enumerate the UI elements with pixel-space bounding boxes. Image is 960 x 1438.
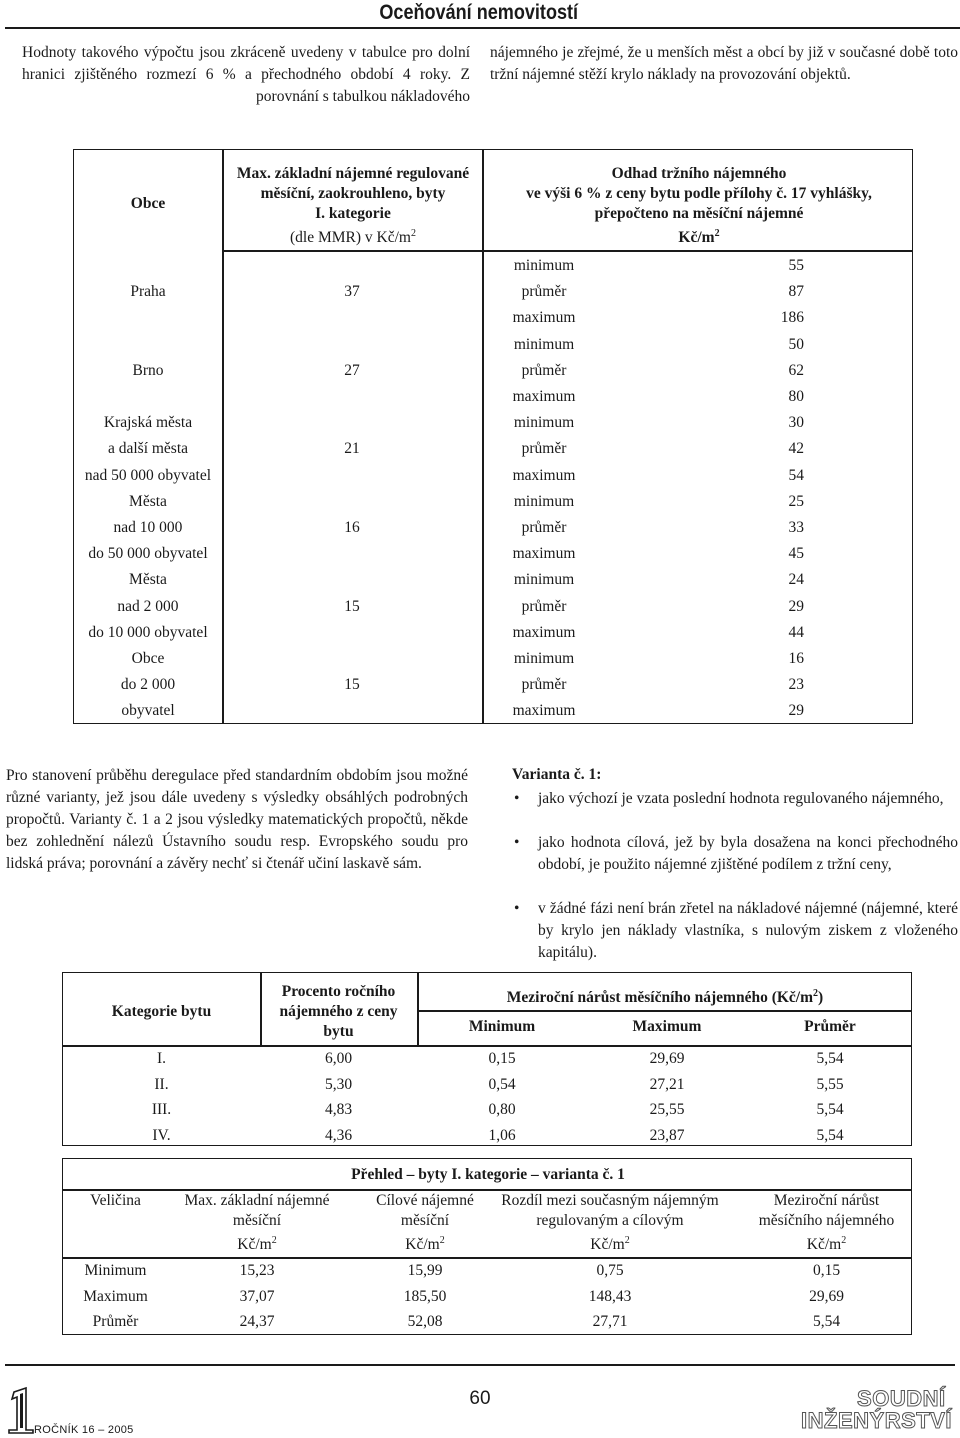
table1-stat-label: maximum <box>512 466 576 484</box>
table1-stat-value: 29 <box>788 597 804 615</box>
table3-title: Přehled – byty I. kategorie – varianta č. 1 <box>351 1166 625 1183</box>
table1-location-line: Praha <box>130 283 166 301</box>
table1-stat-label: maximum <box>512 702 576 720</box>
table3-header-line: měsíční <box>400 1212 450 1229</box>
running-header-title: Oceňování nemovitostí <box>379 1 578 24</box>
table2-header-procento-line: nájemného z ceny <box>279 1003 398 1020</box>
bullet-item <box>514 898 958 964</box>
variants-intro-paragraph: Pro stanovení průběhu deregulace před standardním obdobím jsou možné různé varianty, jež jsou dále uvedeny s výsledky obsáhlých podrobných propočtů. Varianty č. 1 a 2 jsou výsledky matematických propočtů, někde bez zohlednění nálezů Ústavního soudu resp. Evropského soudu pro lidská práva; porovnání a závěry nechť si čtenář učiní laskavě sám. <box>6 767 468 872</box>
bullet-dot-icon: • <box>514 834 520 851</box>
table1-max-rent: 16 <box>344 519 360 536</box>
journal-brand <box>801 1388 952 1432</box>
table2-divider <box>417 1010 911 1012</box>
table2-minimum-cell: 1,06 <box>488 1126 516 1144</box>
table1-stat-label: minimum <box>513 414 575 432</box>
table1-location-line: Města <box>129 492 167 510</box>
table2-header-kategorie: Kategorie bytu <box>111 1003 212 1020</box>
table2-minimum-cell: 0,15 <box>488 1050 516 1067</box>
table1-header-max-line: (dle MMR) v $Kč/m^2$ <box>290 228 416 247</box>
table1-stat-value: 50 <box>788 335 804 353</box>
table2-procento-cell: 4,36 <box>324 1126 353 1144</box>
table3-header-line: měsíčního nájemného <box>758 1212 895 1229</box>
page-number: 60 <box>469 1388 491 1409</box>
table1-stat-label: minimum <box>513 257 575 274</box>
bullet-dot-icon: • <box>514 790 520 807</box>
table1-stat-value: 87 <box>788 283 804 301</box>
table1-header-odhad-line: Odhad tržního nájemného <box>611 165 787 182</box>
table2-minimum-cell: 0,80 <box>488 1101 516 1118</box>
table2-header-procento <box>260 982 417 1042</box>
table1-stat-value: 23 <box>788 676 804 694</box>
intro-left-paragraph: Hodnoty takového výpočtu jsou zkráceně uvedeny v tabulce pro dolní hranici zjištěného rozmezí 6 % a přechodného období 4 roky. Z porovnání s tabulkou nákladového <box>22 44 470 105</box>
table2-header-procento-line: bytu <box>323 1023 354 1040</box>
bullet-text: v žádné fázi není brán zřetel na nákladové nájemné (nájemné, které by krylo jen náklady vlastníka, s nulovým ziskem z vloženého kapitálu). <box>538 900 958 961</box>
table3-rozdil-cell: 0,75 <box>596 1262 624 1279</box>
table1-stat-label: průměr <box>521 519 567 536</box>
table1-header-obce: Obce <box>130 195 166 212</box>
table1-stat-label: minimum <box>513 492 575 510</box>
table1-stat-label: průměr <box>521 440 567 458</box>
table1-stat-value: 186 <box>780 309 804 327</box>
table1-stat-value: 16 <box>788 650 804 667</box>
table1-stat-label: průměr <box>521 361 567 379</box>
table2-kategorie-cell: III. <box>151 1101 172 1118</box>
table2-prumer-cell: 5,55 <box>816 1075 844 1093</box>
table2-prumer-cell: 5,54 <box>816 1126 844 1144</box>
bullet-text: jako výchozí je vzata poslední hodnota regulovaného nájemného, <box>538 790 944 807</box>
table1-stat-label: minimum <box>513 571 575 589</box>
table1-stat-label: minimum <box>513 650 575 667</box>
table3-header-line: $Kč/m^2$ <box>405 1235 445 1254</box>
table3-velicina-cell: Průměr <box>92 1313 139 1330</box>
table1-location-line: obyvatel <box>121 702 175 720</box>
variant-title: Varianta č. 1: <box>512 766 602 783</box>
table2-header-procento-line: Procento ročního <box>281 983 396 1000</box>
table2-header-narust: Meziroční nárůst měsíčního nájemného $(Kč/m^2)$ <box>506 988 824 1007</box>
table2-procento-cell: 6,00 <box>324 1050 353 1067</box>
table1-stat-value: 33 <box>788 519 804 536</box>
rent-comparison-table <box>73 149 913 724</box>
table1-max-rent: 37 <box>344 283 360 301</box>
table1-location-line: Brno <box>132 361 164 379</box>
table1-location-line: Krajská města <box>103 414 193 432</box>
table3-header-line: $Kč/m^2$ <box>237 1235 277 1254</box>
bullet-item <box>514 832 958 876</box>
table3-narust-cell: 29,69 <box>809 1287 844 1305</box>
journal-brand-line: INŽENÝRSTVÍ <box>801 1408 952 1433</box>
table2-maximum-cell: 27,21 <box>649 1075 685 1093</box>
table3-header-rozdil <box>480 1191 740 1255</box>
table1-stat-label: maximum <box>512 309 576 327</box>
table1-header-rule <box>222 250 912 252</box>
table3-header-max <box>168 1191 346 1255</box>
table3-max-cell: 37,07 <box>239 1287 275 1305</box>
table2-procento-cell: 5,30 <box>324 1075 353 1093</box>
table2-kategorie-cell: II. <box>154 1075 169 1093</box>
table2-header-minimum: Minimum <box>468 1018 536 1035</box>
table3-velicina-cell: Maximum <box>83 1287 148 1305</box>
table1-max-rent: 21 <box>344 440 360 458</box>
table3-header-line: měsíční <box>232 1212 282 1229</box>
table1-location-line: nad 2 000 <box>117 597 179 615</box>
table1-header-max-line: I. kategorie <box>315 205 391 222</box>
table3-header-line: Cílové nájemné <box>376 1192 474 1209</box>
table1-location-line: do 10 000 obyvatel <box>88 623 208 641</box>
table1-header-odhad-line: $Kč/m^2$ <box>678 228 720 247</box>
table2-header-maximum: Maximum <box>632 1018 702 1035</box>
table1-stat-label: minimum <box>513 335 575 353</box>
bullet-text: jako hodnota cílová, jež by byla dosažena na konci přechodného období, je použito nájemné zjištěné podílem z tržní ceny, <box>538 834 958 873</box>
table2-divider <box>63 1045 911 1047</box>
table1-stat-value: 42 <box>788 440 804 458</box>
annual-increase-table <box>62 972 912 1146</box>
table1-location-line: nad 50 000 obyvatel <box>84 466 212 484</box>
volume-label: ROČNÍK 16 – 2005 <box>34 1424 134 1436</box>
table1-stat-value: 29 <box>788 702 804 720</box>
table1-max-rent: 15 <box>344 676 360 694</box>
table1-stat-label: maximum <box>512 545 576 563</box>
table2-maximum-cell: 25,55 <box>649 1101 685 1118</box>
table2-kategorie-cell: I. <box>156 1050 167 1067</box>
table1-location-line: a další města <box>107 440 189 458</box>
table3-velicina-cell: Minimum <box>84 1262 147 1279</box>
table1-location-line: do 2 000 <box>120 676 176 694</box>
table1-stat-value: 24 <box>788 571 804 589</box>
table3-max-cell: 24,37 <box>239 1313 275 1330</box>
table2-header-prumer: Průměr <box>804 1018 856 1035</box>
intro-right-paragraph: nájemného je zřejmé, že u menších měst a obcí by již v současné době toto tržní nájemné stěží krylo náklady na provozování objektů. <box>490 44 958 83</box>
table3-narust-cell: 5,54 <box>812 1313 841 1330</box>
journal-brand-line: SOUDNÍ <box>857 1386 946 1411</box>
table1-stat-value: 80 <box>788 388 804 405</box>
table3-header-line: regulovaným a cílovým <box>536 1212 684 1229</box>
table1-stat-label: průměr <box>521 283 567 301</box>
table1-stat-value: 25 <box>788 492 804 510</box>
table3-rozdil-cell: 27,71 <box>592 1313 628 1330</box>
table3-narust-cell: 0,15 <box>812 1262 841 1279</box>
table3-header-line: $Kč/m^2$ <box>806 1235 847 1254</box>
table2-prumer-cell: 5,54 <box>816 1050 844 1067</box>
header-rule <box>5 27 960 29</box>
table3-header-line: $Kč/m^2$ <box>590 1235 630 1254</box>
table1-stat-label: průměr <box>521 597 567 615</box>
table1-stat-label: průměr <box>521 676 567 694</box>
table1-location-line: Města <box>129 571 167 589</box>
table2-procento-cell: 4,83 <box>324 1101 353 1118</box>
table1-header-odhad <box>484 164 914 248</box>
table1-stat-value: 62 <box>788 361 804 379</box>
table3-rozdil-cell: 148,43 <box>588 1287 632 1305</box>
table1-stat-value: 45 <box>788 545 804 563</box>
table1-location-line: do 50 000 obyvatel <box>88 545 208 563</box>
table2-maximum-cell: 23,87 <box>649 1126 685 1144</box>
table3-max-cell: 15,23 <box>239 1262 275 1279</box>
table1-stat-value: 54 <box>788 466 804 484</box>
table1-header-max <box>224 164 482 248</box>
table3-cil-cell: 185,50 <box>403 1287 447 1305</box>
bullet-item <box>514 788 958 810</box>
table1-header-odhad-line: ve výši 6 % z ceny bytu podle přílohy č. 17 vyhlášky, <box>526 185 872 202</box>
table3-header-line: Meziroční nárůst <box>773 1192 880 1209</box>
table3-header-narust <box>740 1191 913 1255</box>
table3-header-velicina: Veličina <box>90 1192 141 1209</box>
table2-maximum-cell: 29,69 <box>649 1050 685 1067</box>
table3-cil-cell: 52,08 <box>407 1313 443 1330</box>
table1-header-max-line: Max. základní nájemné regulované <box>236 165 470 182</box>
table1-stat-value: 30 <box>788 414 804 432</box>
table1-header-odhad-line: přepočteno na měsíční nájemné <box>594 205 804 222</box>
bullet-dot-icon: • <box>514 900 520 917</box>
table3-divider <box>63 1257 911 1259</box>
table1-stat-label: maximum <box>512 388 576 405</box>
table2-kategorie-cell: IV. <box>152 1126 171 1144</box>
overview-table <box>62 1158 912 1335</box>
table3-header-line: Max. základní nájemné <box>184 1192 330 1209</box>
table1-stat-value: 44 <box>788 623 804 641</box>
table3-cil-cell: 15,99 <box>407 1262 443 1279</box>
footer-rule <box>5 1364 955 1366</box>
table1-stat-value: 55 <box>788 257 804 274</box>
table2-prumer-cell: 5,54 <box>816 1101 844 1118</box>
table3-header-line: Rozdíl mezi současným nájemným <box>501 1192 719 1209</box>
table1-header-max-line: měsíční, zaokrouhleno, byty <box>260 185 446 202</box>
table1-stat-label: maximum <box>512 623 576 641</box>
table1-max-rent: 15 <box>344 597 360 615</box>
table1-location-line: nad 10 000 <box>113 519 183 536</box>
table1-location-line: Obce <box>131 650 165 667</box>
table1-max-rent: 27 <box>344 361 360 379</box>
table2-minimum-cell: 0,54 <box>488 1075 516 1093</box>
